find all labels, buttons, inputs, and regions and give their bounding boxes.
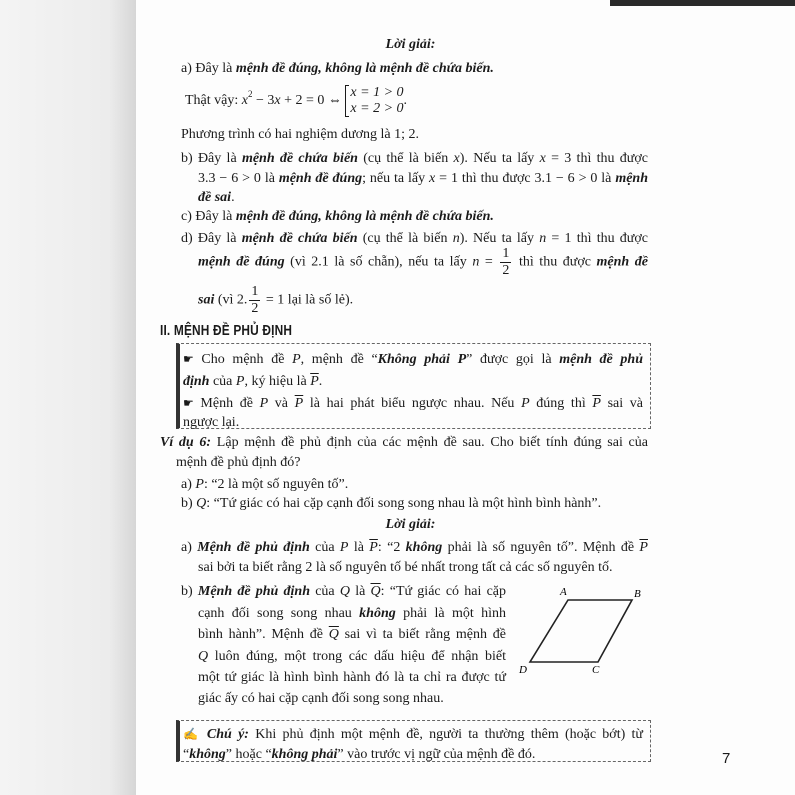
text-line [176, 453, 646, 473]
text-line [173, 35, 648, 55]
text-run: . [403, 93, 408, 108]
math-variable: P [235, 374, 245, 389]
negation-symbol: $\overline{P}$ [369, 540, 378, 555]
fraction-denominator: 2 [502, 263, 510, 278]
vertex-label-b: B [634, 588, 641, 600]
text-run: , mệnh đề “ [300, 352, 378, 367]
text-line [181, 475, 648, 495]
text-run: a) Đây là [181, 61, 236, 76]
emphasis-text: không [405, 540, 443, 555]
text-run: ” vào trước vị ngữ của mệnh đề đó. [337, 747, 536, 762]
text-run: , ký hiệu là [244, 374, 311, 389]
text-run: phải là số nguyên tố”. Mệnh đề [442, 540, 640, 555]
text-line [198, 647, 506, 667]
text-run: a) [181, 540, 198, 555]
text-run: của [309, 540, 340, 555]
negation-symbol: $\overline{P}$ [639, 540, 648, 555]
equation-system [345, 85, 403, 117]
text-line [181, 125, 648, 145]
math-variable: Q [196, 496, 207, 511]
text-line [181, 494, 648, 514]
vertex-label-c: C [592, 664, 600, 676]
negation-symbol: $\overline{P}$ [310, 374, 319, 389]
text-run: ). Nếu ta lấy [459, 151, 540, 166]
text-run: Lập mệnh đề phủ định của các mệnh đề sau. Cho biết tính đúng sai của [211, 435, 648, 450]
text-run: ” được gọi là [466, 352, 560, 367]
emphasis-text: không [359, 606, 396, 621]
math-variable: Q [339, 584, 350, 599]
math-variable: P [195, 477, 204, 492]
text-line [198, 169, 648, 189]
text-run: = [479, 254, 499, 270]
text-run: a) [181, 477, 196, 492]
writing-hand-icon: ✍ [183, 727, 201, 741]
text-run: sai và [600, 396, 643, 411]
text-run: d) Đây là [181, 231, 242, 246]
text-line [183, 393, 643, 414]
fraction [500, 246, 511, 279]
text-run: : “Tứ giác có hai cặp cạnh đối song song nhau là một hình bình hành”. [206, 496, 602, 511]
text-run: và [268, 396, 295, 411]
text-run: b) [181, 496, 197, 511]
text-run: (cụ thể là biến [357, 231, 453, 246]
fraction-numerator: 1 [251, 284, 259, 299]
emphasis-text: mệnh đề đúng [278, 171, 363, 186]
emphasis-text: Không phải P [377, 352, 467, 367]
text-run: luôn đúng, một trong các dấu hiệu để nhận biết [208, 649, 506, 664]
superscript: 2 [247, 89, 253, 99]
fraction-numerator: 1 [502, 246, 510, 261]
emphasis-text: mệnh đề chứa biến [241, 151, 358, 166]
system-equation: x = 2 > 0 [350, 100, 404, 116]
math-variable: P [339, 540, 349, 555]
negation-symbol: $\overline{Q}$ [370, 584, 381, 599]
fraction [249, 284, 260, 317]
math-variable: n [539, 231, 547, 246]
text-run: sai vì ta biết rằng mệnh đề [338, 627, 506, 642]
math-variable: x [429, 171, 436, 186]
emphasis-text: Chú ý: [200, 727, 249, 742]
emphasis-text: mệnh đề đúng, không là mệnh đề chứa biến. [235, 61, 494, 76]
emphasis-text: Mệnh đề phủ định [197, 540, 310, 555]
text-line [181, 207, 648, 227]
math-variable: x [539, 151, 546, 166]
text-line [183, 745, 643, 765]
text-run: : “Tứ giác có hai cặp [380, 584, 506, 599]
text-run: + 2 = 0 ⇔ [280, 93, 346, 108]
text-run: Mệnh đề [193, 396, 260, 411]
text-line [198, 668, 506, 688]
fraction-denominator: 2 [251, 301, 259, 316]
system-equation: x = 1 > 0 [350, 84, 404, 100]
text-run: = 3 thì thu được [545, 151, 648, 166]
text-run: . [231, 190, 235, 205]
text-line [185, 84, 645, 117]
math-variable: P [521, 396, 530, 411]
emphasis-text: mệnh [615, 171, 648, 186]
text-run: Phương trình có hai nghiệm dương là 1; 2. [181, 127, 420, 142]
text-run: = 1 thì thu được [546, 231, 648, 246]
text-line [181, 538, 648, 558]
text-run: là [348, 540, 370, 555]
text-run: mệnh đề phủ định đó? [176, 455, 301, 470]
text-run: Thật vậy: [185, 93, 242, 108]
emphasis-text: mệnh đề chứa biến [241, 231, 358, 246]
text-line [198, 284, 648, 317]
vertex-label-a: A [560, 586, 567, 598]
emphasis-text: Ví dụ 6: [160, 435, 212, 450]
parallelogram-abcd [530, 600, 632, 662]
text-run: b) Đây là [181, 151, 242, 166]
emphasis-text: mệnh đề phủ [559, 352, 644, 367]
text-run: thì thu được [513, 254, 597, 270]
text-run: 3.3 − 6 > 0 là [198, 171, 279, 186]
emphasis-text: mệnh đề đúng [198, 254, 285, 270]
emphasis-text: Mệnh đề phủ định [197, 584, 310, 599]
text-line [183, 349, 643, 370]
text-line [183, 372, 643, 392]
section-heading: II. MỆNH ĐỀ PHỦ ĐỊNH [160, 323, 293, 339]
text-run: Cho mệnh đề [193, 352, 293, 367]
negation-symbol: $\overline{P}$ [592, 396, 601, 411]
text-run: đúng thì [529, 396, 593, 411]
text-line [183, 724, 643, 745]
page-number: 7 [722, 750, 731, 767]
math-variable: x [241, 93, 248, 108]
emphasis-text: Lời giải: [385, 37, 436, 52]
text-line [198, 689, 506, 709]
text-run: phải là một hình [395, 606, 506, 621]
text-line [181, 582, 506, 602]
text-run: (vì 2. [214, 292, 248, 308]
emphasis-text: không phải [271, 747, 338, 762]
text-run: là hai phát biểu ngược nhau. Nếu [303, 396, 522, 411]
pointing-hand-icon: ☛ [183, 352, 194, 366]
math-variable: x [453, 151, 460, 166]
text-line [198, 604, 506, 624]
text-line [198, 625, 506, 645]
text-run: = 1 lại là số lẻ). [262, 292, 354, 308]
emphasis-text: mệnh đề [596, 254, 649, 270]
emphasis-text: đề sai [198, 190, 232, 205]
text-run: của [310, 584, 340, 599]
text-line [198, 246, 648, 279]
text-line [198, 558, 648, 578]
negation-symbol: $\overline{P}$ [294, 396, 304, 411]
text-run: một tứ giác là hình bình hành đó là ta chỉ ra được tứ [198, 670, 506, 685]
text-line [183, 413, 643, 433]
parallelogram-figure [510, 585, 650, 680]
text-run: giác ấy có hai cặp cạnh đối song song nhau. [198, 691, 444, 706]
emphasis-text: định [183, 374, 210, 389]
emphasis-text: Lời giải: [385, 517, 436, 532]
text-run: : “2 [377, 540, 406, 555]
math-variable: x [274, 93, 281, 108]
text-line [181, 149, 648, 169]
text-line [173, 515, 648, 535]
math-variable: P [259, 396, 269, 411]
text-run: là [349, 584, 371, 599]
text-run: ; nếu ta lấy [362, 171, 430, 186]
text-run: ). Nếu ta lấy [459, 231, 540, 246]
text-run: − 3 [252, 93, 275, 108]
text-line [198, 188, 648, 208]
math-variable: P [292, 352, 301, 367]
text-run: bình hành”. Mệnh đề [198, 627, 329, 642]
book-gutter-shadow [0, 0, 136, 795]
text-run: ” hoặc “ [225, 747, 272, 762]
text-line [181, 59, 648, 79]
text-run: : “2 là một số nguyên tố”. [203, 477, 349, 492]
pointing-hand-icon: ☛ [183, 396, 194, 410]
text-run: cạnh đối song song nhau [198, 606, 360, 621]
vertex-label-d: D [519, 664, 527, 676]
text-run: của [209, 374, 236, 389]
emphasis-text: sai [198, 292, 215, 308]
text-run: ngược lại. [183, 415, 240, 430]
emphasis-text: không [189, 747, 226, 762]
emphasis-text: mệnh đề đúng, không là mệnh đề chứa biến. [235, 209, 494, 224]
text-run: (cụ thể là biến [357, 151, 454, 166]
math-variable: n [452, 231, 460, 246]
text-run: b) [181, 584, 198, 599]
text-run: c) Đây là [181, 209, 236, 224]
text-run: = 1 thì thu được 3.1 − 6 > 0 là [435, 171, 616, 186]
scan-edge [610, 0, 795, 6]
text-run: Khi phủ định một mệnh đề, người ta thường thêm (hoặc bớt) từ [248, 727, 643, 742]
text-run: “ [183, 747, 190, 762]
text-run: sai bởi ta biết rằng 2 là số nguyên tố bé nhất trong tất cả các số nguyên tố. [198, 560, 613, 575]
text-run: . [318, 374, 323, 389]
negation-symbol: $\overline{Q}$ [328, 627, 339, 642]
text-line [160, 433, 648, 453]
math-variable: Q [198, 649, 209, 664]
text-run: (vì 2.1 là số chẵn), nếu ta lấy [284, 254, 473, 270]
math-variable: n [472, 254, 480, 270]
